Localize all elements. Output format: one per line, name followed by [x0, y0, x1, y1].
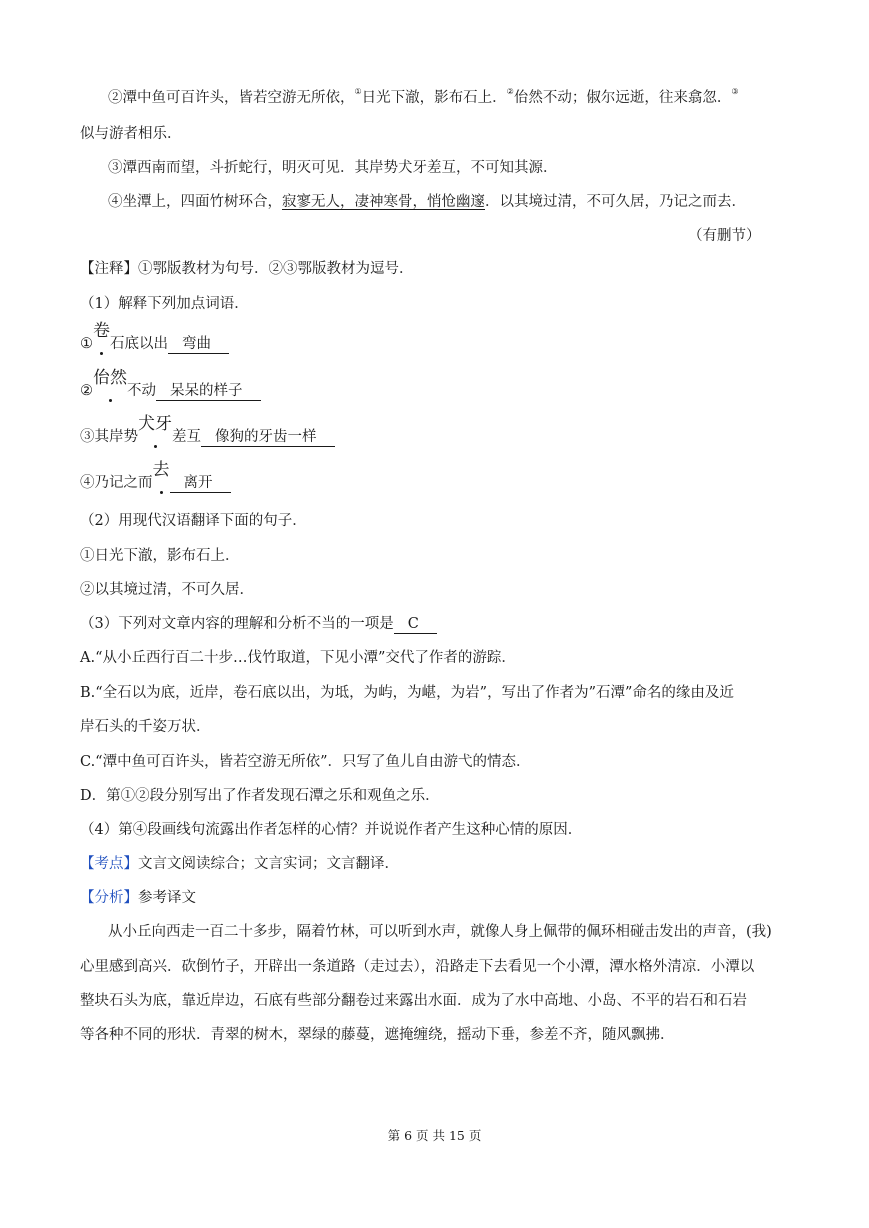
q1-item-1: ①卷石底以出 弯曲 [80, 333, 229, 354]
answer-blank: 弯曲 [168, 335, 229, 354]
passage-p2-line2: 似与游者相乐． [80, 126, 182, 142]
q3-option-a: A.“从小丘西行百二十步…伐竹取道，下见小潭”交代了作者的游踪． [80, 650, 516, 666]
dotted-word: 佁然 [93, 368, 127, 388]
passage-p3: ③潭西南而望，斗折蛇行，明灭可见．其岸势犬牙差互，不可知其源． [108, 160, 558, 176]
answer-blank: 像狗的牙齿一样 [201, 428, 335, 447]
q3-option-b-line1: B.“全石以为底，近岸，卷石底以出，为坻，为屿，为嵁，为岩”，写出了作者为”石潭”命名的缘由及近 [80, 685, 734, 701]
passage-p2-line1: ②潭中鱼可百许头，皆若空游无所依，①日光下澈，影布石上．②佁然不动；俶尔远逝，往来翕忽．③ [108, 87, 739, 106]
q1-item-2: ②佁然不动 呆呆的样子 [80, 380, 261, 401]
question-3-stem: （3）下列对文章内容的理解和分析不当的一项是 C [80, 614, 437, 634]
fenxi: 【分析】参考译文 [80, 890, 196, 906]
q3-option-c: C.“潭中鱼可百许头，皆若空游无所依”．只写了鱼儿自由游弋的情态． [80, 754, 531, 770]
underlined-sentence: 寂寥无人，凄神寒骨，悄怆幽邃 [282, 194, 485, 210]
dotted-word: 犬牙 [138, 414, 172, 434]
dotted-word: 卷 [93, 321, 110, 341]
question-2-stem: （2）用现代汉语翻译下面的句子． [80, 513, 307, 529]
passage-p4: ④坐潭上，四面竹树环合，寂寥无人，凄神寒骨，悄怆幽邃．以其境过清，不可久居，乃记之而去． [108, 194, 746, 210]
kaodian: 【考点】文言文阅读综合；文言实词；文言翻译． [80, 856, 399, 872]
translation-line-2: 心里感到高兴．砍倒竹子，开辟出一条道路（走过去），沿路走下去看见一个小潭，潭水格外清凉．小潭以 [80, 959, 755, 975]
q3-option-b-line2: 岸石头的千姿万状． [80, 719, 211, 735]
abridged-note: （有删节） [688, 228, 761, 244]
answer-blank: C [394, 615, 437, 634]
q2-sentence-2: ②以其境过清，不可久居． [80, 582, 254, 598]
q2-sentence-1: ①日光下澈，影布石上． [80, 548, 240, 564]
q3-option-d: D．第①②段分别写出了作者发现石潭之乐和观鱼之乐． [80, 788, 440, 804]
dotted-word: 去 [152, 460, 170, 480]
question-4-stem: （4）第④段画线句流露出作者怎样的心情？并说说作者产生这种心情的原因． [80, 822, 583, 838]
q1-item-4: ④乃记之而去离开 [80, 472, 231, 493]
question-1-stem: （1）解释下列加点词语． [80, 296, 249, 312]
kaodian-tag: 【考点】 [80, 856, 138, 872]
translation-line-3: 整块石头为底，靠近岸边，石底有些部分翻卷过来露出水面．成为了水中高地、小岛、不平的岩石和石岩 [80, 993, 747, 1009]
annotation-note: 【注释】①鄂版教材为句号．②③鄂版教材为逗号． [80, 261, 414, 277]
answer-blank: 离开 [170, 474, 231, 493]
translation-line-1: 从小丘向西走一百二十多步，隔着竹林，可以听到水声，就像人身上佩带的佩环相碰击发出的声音，(我) [108, 924, 772, 940]
page-footer: 第 6 页 共 15 页 [387, 1128, 482, 1143]
answer-blank: 呆呆的样子 [156, 382, 261, 401]
q1-item-3: ③其岸势犬牙差互 像狗的牙齿一样 [80, 426, 335, 447]
fenxi-tag: 【分析】 [80, 890, 138, 906]
translation-line-4: 等各种不同的形状．青翠的树木，翠绿的藤蔓，遮掩缠绕，摇动下垂，参差不齐，随风飘拂． [80, 1027, 675, 1043]
